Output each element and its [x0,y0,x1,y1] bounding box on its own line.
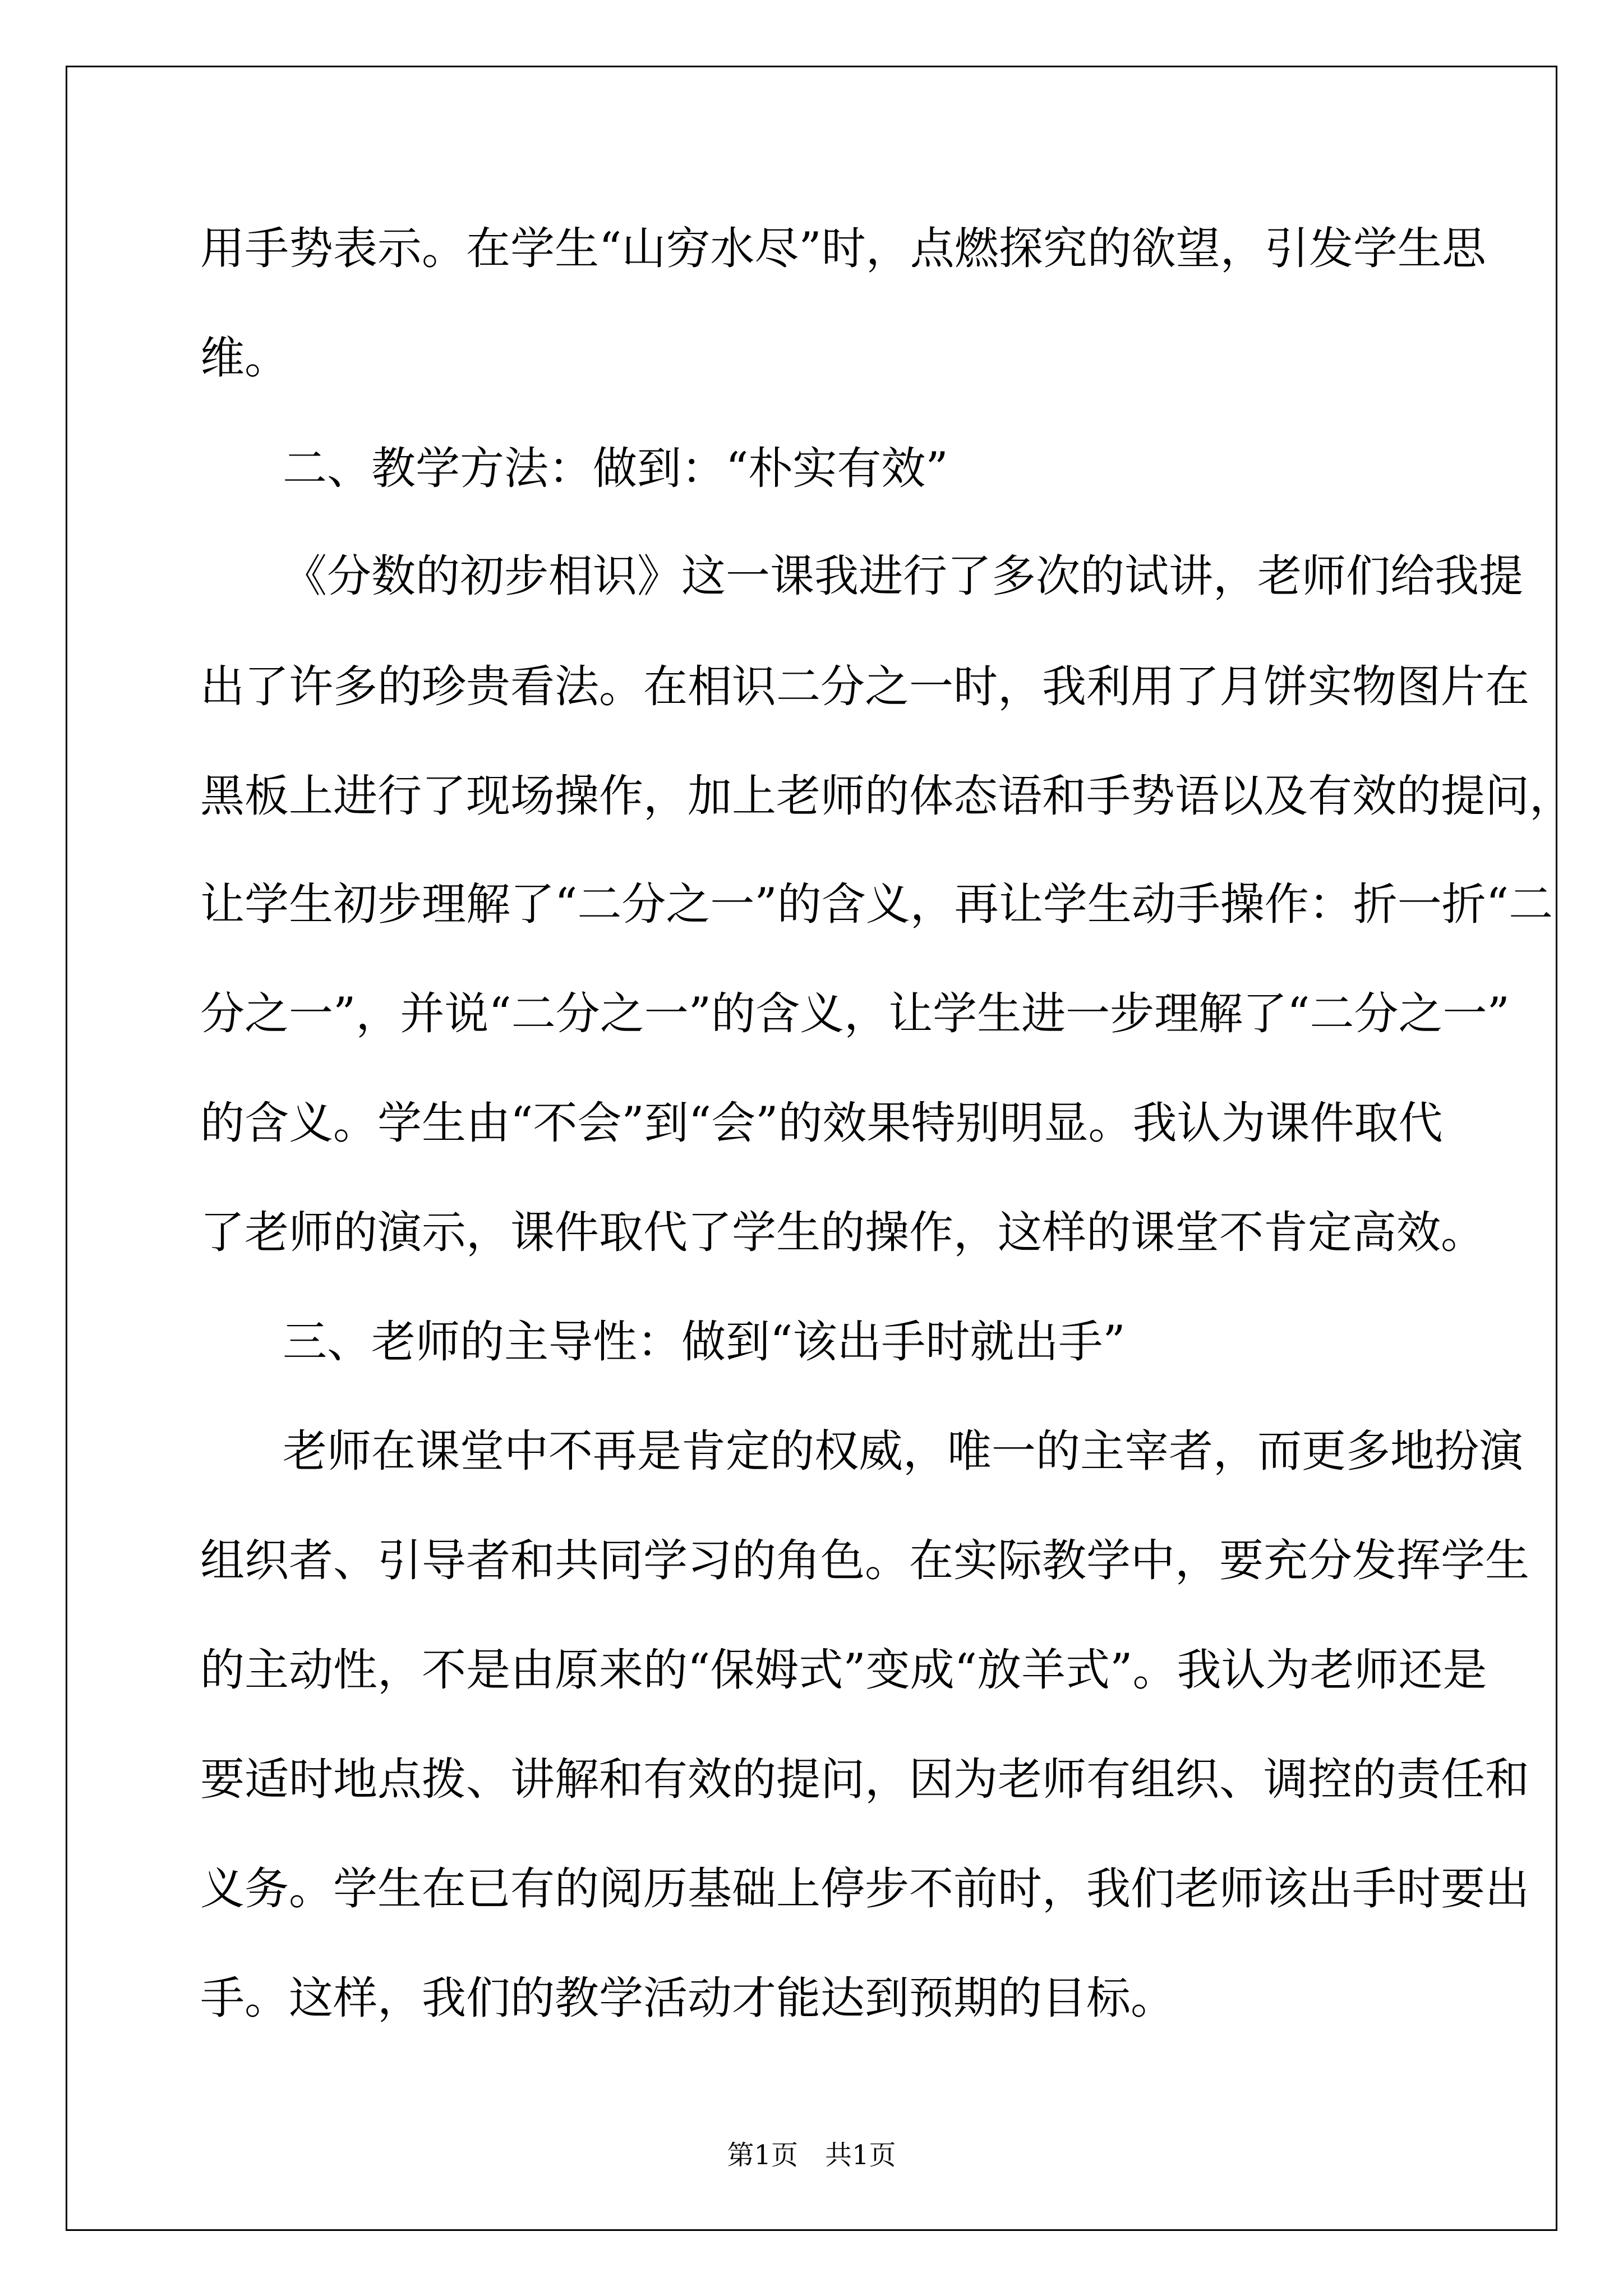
text-line: 手。这样，我们的教学活动才能达到预期的目标。 [200,1972,1175,2024]
text-line: 分之一”，并说“二分之一”的含义，让学生进一步理解了“二分之一” [200,988,1510,1039]
text-line: 《分数的初步相识》这一课我进行了多次的试讲，老师们给我提 [283,550,1523,602]
text-line: 黑板上进行了现场操作，加上老师的体态语和手势语以及有效的提问， [200,770,1574,822]
text-line: 让学生初步理解了“二分之一”的含义，再让学生动手操作：折一折“二 [200,878,1553,930]
text-line: 维。 [200,332,289,384]
text-line: 的主动性，不是由原来的“保姆式”变成“放羊式”。我认为老师还是 [200,1644,1487,1696]
text-line: 了老师的演示，课件取代了学生的操作，这样的课堂不肯定高效。 [200,1207,1485,1258]
text-line: 老师在课堂中不再是肯定的权威，唯一的主宰者，而更多地扮演 [283,1425,1523,1477]
text-line: 出了许多的珍贵看法。在相识二分之一时，我利用了月饼实物图片在 [200,661,1529,712]
text-line: 的含义。学生由“不会”到“会”的效果特别明显。我认为课件取代 [200,1097,1443,1149]
section-heading: 二、教学方法：做到：“朴实有效” [283,443,948,494]
page-number: 第1页 [727,2139,798,2171]
text-line: 要适时地点拨、讲解和有效的提问，因为老师有组织、调控的责任和 [200,1754,1529,1805]
text-line: 义务。学生在已有的阅历基础上停步不前时，我们老师该出手时要出 [200,1863,1529,1915]
page-total: 共1页 [825,2139,896,2171]
text-line: 用手势表示。在学生“山穷水尽”时，点燃探究的欲望，引发学生思 [200,223,1486,274]
text-line: 组织者、引导者和共同学习的角色。在实际教学中，要充分发挥学生 [200,1535,1529,1586]
page-footer [0,2139,1623,2171]
section-heading: 三、老师的主导性：做到“该出手时就出手” [283,1316,1126,1368]
